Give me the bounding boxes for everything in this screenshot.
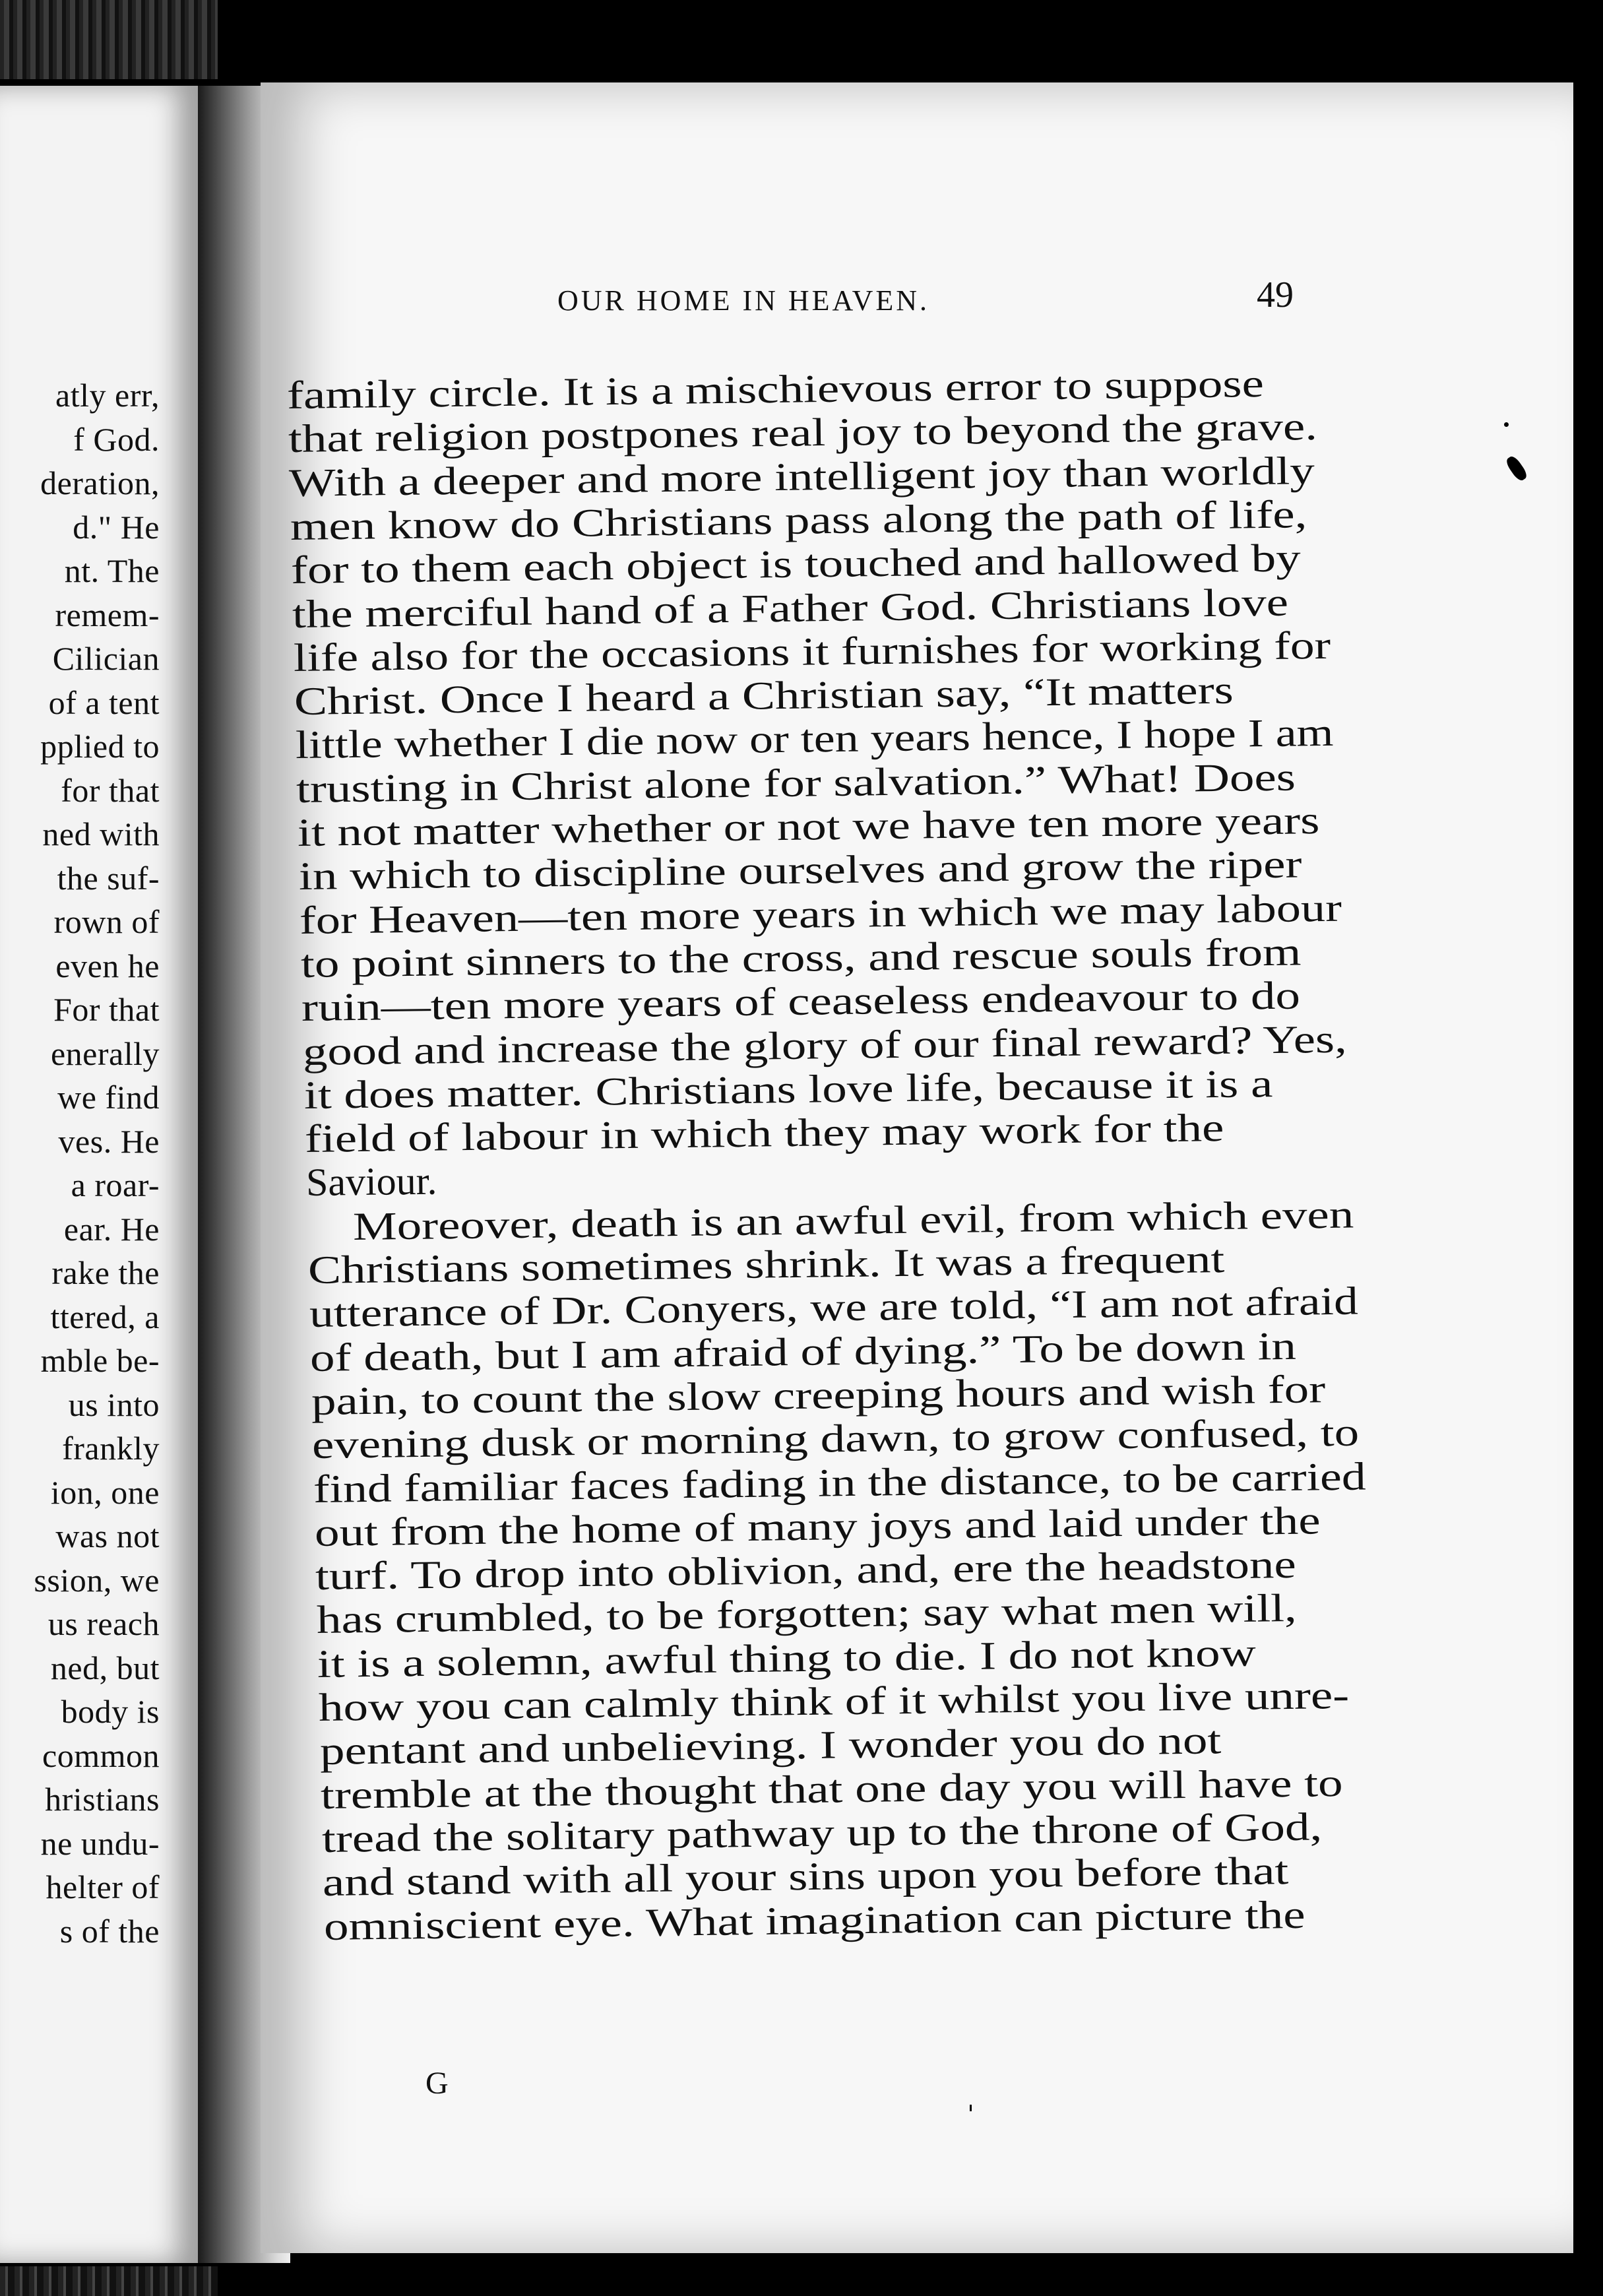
left-page-line: s of the: [59, 1912, 160, 1950]
body-text-line: field of labour in which they may work for the: [304, 1106, 1224, 1161]
left-page-line: the suf-: [57, 859, 160, 897]
left-page-line: a roar-: [71, 1166, 160, 1203]
page-number: 49: [1257, 274, 1294, 315]
left-page-line: frankly: [62, 1430, 160, 1467]
right-page: [261, 82, 1573, 2253]
body-text-line: for Heaven—ten more years in which we may labour: [299, 885, 1342, 942]
body-text-line: in which to discipline ourselves and grow the riper: [298, 842, 1302, 899]
left-page-line: ear. He: [63, 1210, 160, 1248]
left-page-line: ttered, a: [50, 1298, 160, 1335]
left-page-line: d." He: [73, 508, 160, 546]
body-text-line: pain, to count the slow creeping hours and wish for: [311, 1367, 1326, 1423]
body-text-line: Christians sometimes shrink. It was a frequent: [307, 1237, 1225, 1292]
body-text-line: turf. To drop into oblivion, and, ere the headstone: [315, 1542, 1297, 1599]
body-text-line: omniscient eye. What imagination can picture the: [323, 1892, 1305, 1948]
body-text-line: trusting in Christ alone for salvation.” What! Does: [296, 755, 1296, 811]
body-text-line: little whether I die now or ten years hence, I hope I am: [295, 711, 1334, 767]
left-page-line: body is: [61, 1693, 160, 1730]
left-page-line: nt. The: [64, 552, 160, 589]
left-page-line: atly err,: [55, 377, 160, 414]
body-text-line: utterance of Dr. Conyers, we are told, “I am not afraid: [309, 1279, 1358, 1336]
body-text-line: how you can calmly think of it whilst you live unre-: [318, 1673, 1350, 1729]
left-page-line: ves. He: [58, 1122, 160, 1160]
left-page-line: rown of: [53, 903, 160, 940]
body-text-line: Christ. Once I heard a Christian say, “It matters: [294, 668, 1234, 724]
left-page-line: enerally: [50, 1035, 160, 1072]
body-text-line: pentant and unbelieving. I wonder you do not: [319, 1718, 1222, 1773]
body-text-line: men know do Christians pass along the path of life,: [290, 492, 1307, 548]
body-text: [261, 82, 1573, 2253]
body-text-line: of death, but I am afraid of dying.” To be down in: [309, 1323, 1297, 1380]
left-page-line: even he: [55, 947, 160, 984]
ink-speck: [1504, 422, 1509, 427]
ink-speck: [970, 2105, 972, 2111]
left-page-line: ned, but: [50, 1649, 160, 1686]
book-binding-bottom: [0, 2266, 218, 2296]
body-text-line: out from the home of many joys and laid under the: [314, 1498, 1321, 1554]
body-text-line: has crumbled, to be forgotten; say what men will,: [316, 1586, 1297, 1642]
body-text-line: the merciful hand of a Father God. Christians love: [292, 580, 1289, 636]
left-page-line: rake the: [51, 1254, 160, 1291]
body-text-line: evening dusk or morning dawn, to grow confused, to: [311, 1410, 1360, 1467]
left-page-fragment: [0, 86, 198, 2263]
left-page-line: us reach: [47, 1605, 160, 1642]
left-page-line: f God.: [73, 420, 160, 458]
body-text-line: tremble at the thought that one day you will have to: [320, 1760, 1344, 1817]
body-text-line: that religion postpones real joy to beyond the grave.: [288, 404, 1317, 461]
body-text-line: tread the solitary pathway up to the throne of God,: [321, 1804, 1323, 1861]
body-text-line: Moreover, death is an awful evil, from which even: [352, 1192, 1354, 1248]
body-text-line: it is a solemn, awful thing to die. I do not know: [317, 1630, 1257, 1686]
body-text-line: for to them each object is touched and hallowed by: [290, 536, 1302, 592]
left-page-line: mble be-: [40, 1342, 160, 1379]
signature-mark: G: [425, 2066, 449, 2101]
body-text-line: find familiar faces fading in the distance, to be carried: [313, 1454, 1366, 1511]
left-page-line: ned with: [42, 815, 160, 852]
left-page-line: deration,: [40, 464, 160, 501]
left-page-line: helter of: [46, 1868, 160, 1905]
body-text-line: good and increase the glory of our final reward? Yes,: [302, 1017, 1348, 1073]
left-page-line: hristians: [45, 1781, 160, 1818]
book-binding-top: [0, 0, 218, 79]
body-text-line: family circle. It is a mischievous error to suppose: [286, 361, 1265, 417]
left-page-line: Cilician: [52, 640, 160, 677]
left-page-line: us into: [68, 1386, 160, 1423]
body-text-line: life also for the occasions it furnishes for working for: [293, 623, 1331, 680]
body-text-line: ruin—ten more years of ceaseless endeavour to do: [301, 973, 1301, 1030]
body-text-line: to point sinners to the cross, and rescue souls from: [300, 930, 1302, 986]
running-head: OUR HOME IN HEAVEN.: [557, 284, 930, 317]
left-page-line: common: [42, 1737, 160, 1774]
left-page-line: ne undu-: [40, 1824, 160, 1862]
body-text-line: it not matter whether or not we have ten more years: [297, 798, 1320, 854]
left-page-line: For that: [53, 991, 160, 1028]
left-page-line: ion, one: [50, 1473, 160, 1511]
body-text-line: Saviour.: [305, 1159, 437, 1205]
body-text-line: it does matter. Christians love life, because it is a: [303, 1061, 1273, 1117]
left-page-line: remem-: [55, 596, 160, 633]
body-text-line: and stand with all your sins upon you before that: [322, 1849, 1290, 1905]
body-text-line: With a deeper and more intelligent joy than worldly: [288, 448, 1315, 505]
left-page-line: was not: [55, 1517, 160, 1554]
left-page-line: of a tent: [48, 684, 160, 721]
left-page-line: ssion, we: [34, 1561, 160, 1599]
left-page-line: for that: [61, 771, 160, 809]
left-page-line: pplied to: [40, 728, 160, 765]
left-page-line: we find: [57, 1079, 160, 1116]
